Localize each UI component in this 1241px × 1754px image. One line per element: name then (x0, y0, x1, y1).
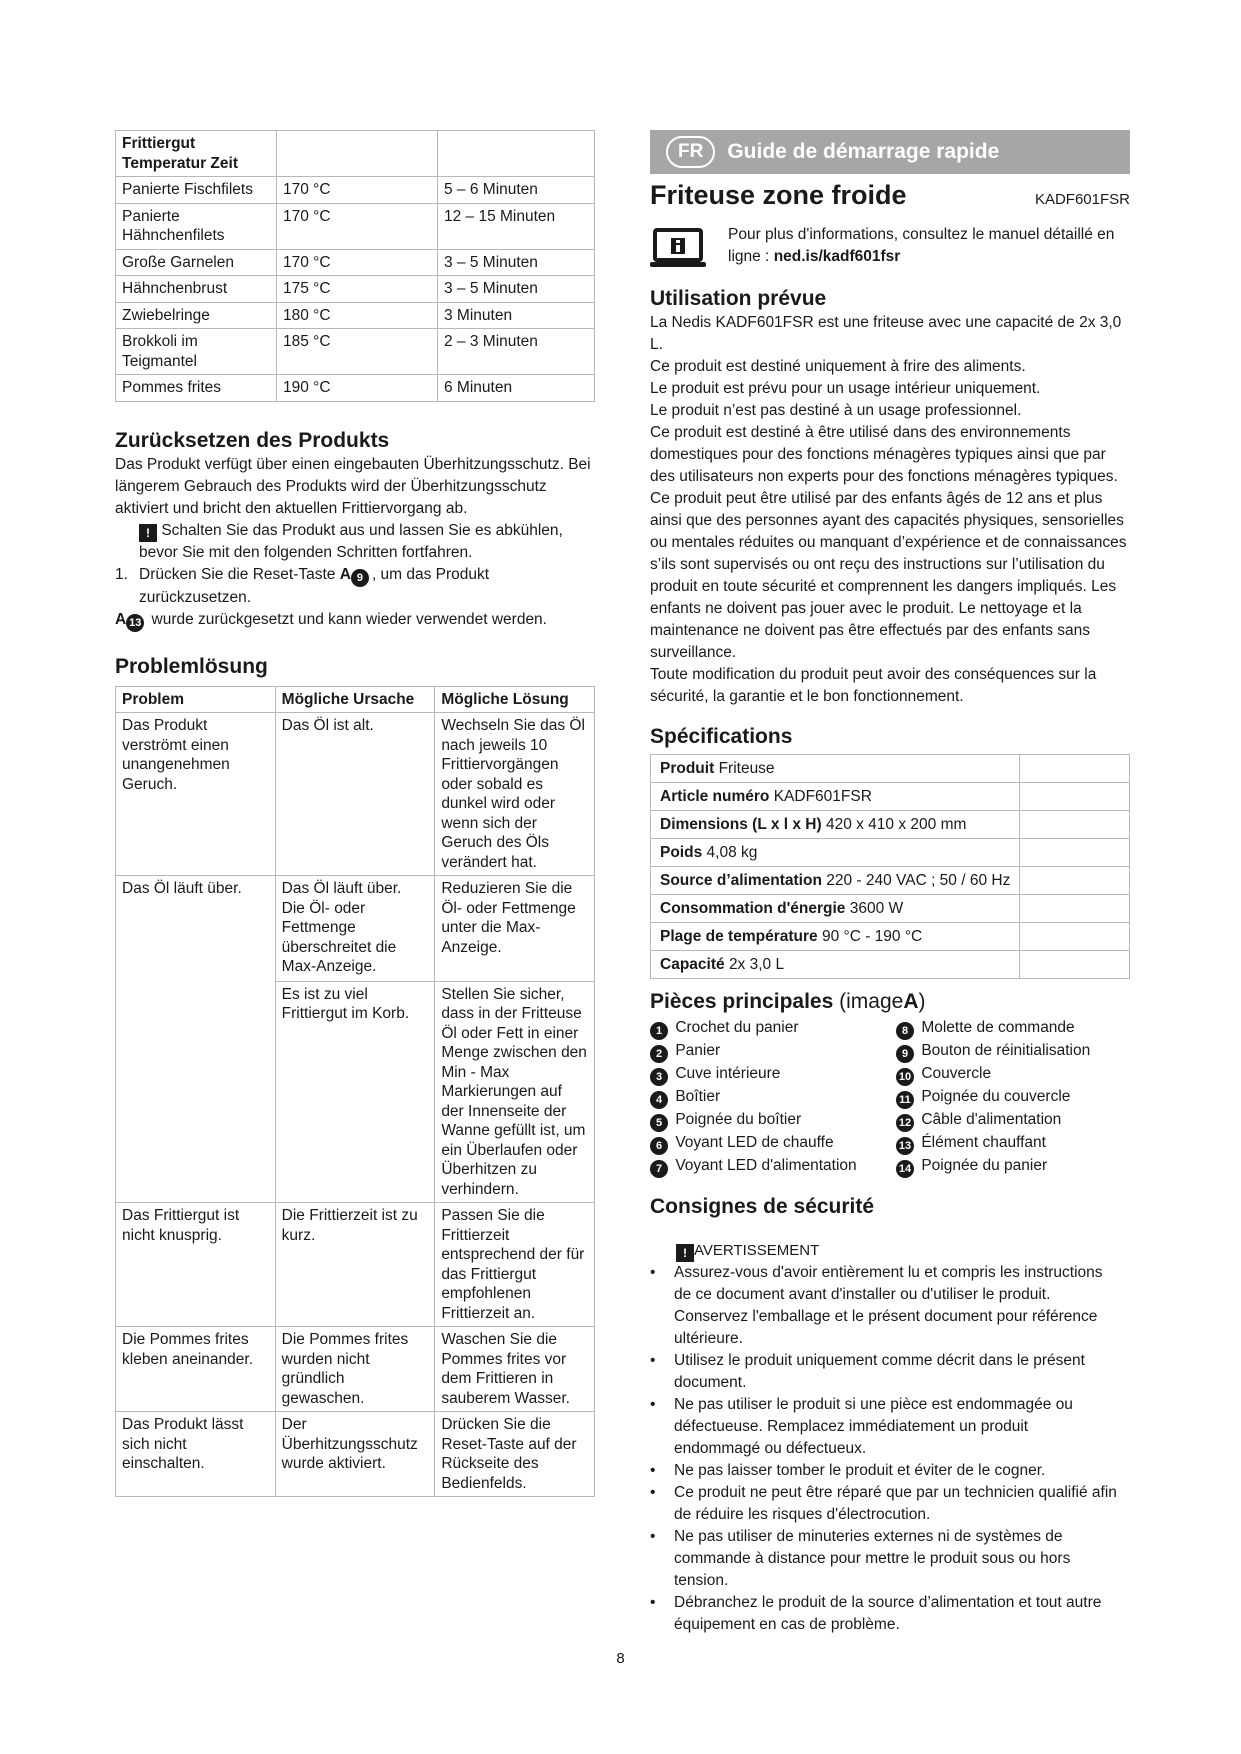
warning-icon: ! (139, 524, 157, 542)
header-cell: Problem (116, 686, 276, 713)
time-cell: 6 Minuten (438, 375, 595, 402)
problem-cell: Das Frittiergut ist nicht knusprig. (116, 1203, 276, 1327)
page-number: 8 (616, 1650, 625, 1667)
table-row (116, 1203, 595, 1327)
parts-column-1 (650, 1017, 896, 1178)
cause-cell: Die Pommes frites wurden nicht gründlich gewaschen. (275, 1327, 435, 1412)
cooking-header-cell (438, 131, 595, 177)
cause-cell: Das Öl läuft über. Die Öl- oder Fettmenge überschreitet die Max-Anzeige. (275, 876, 435, 982)
list-item: • Ne pas utiliser le produit si une pièce est endommagée ou défectueuse. Remplacez immédiatement un produit endommagé ou défectueux. (650, 1394, 1130, 1460)
reset-intro: Das Produkt verfügt über einen eingebauten Überhitzungsschutz. Bei längerem Gebrauch des Produkts wird der Überhitzungsschutz aktiviert und bricht den aktuellen Frittiervorgang ab. (115, 455, 591, 517)
food-cell: Zwiebelringe (116, 302, 277, 329)
list-item: 9 Bouton de réinitialisation (896, 1040, 1090, 1063)
intended-use-paragraph: Ce produit est destiné à être utilisé dans des environnements domestiques pour des fonctions ménagères typiques ainsi que par des utilisateurs non experts pour des fonctions ménagères typiques. (650, 424, 1118, 485)
warning-icon: ! (676, 1244, 694, 1262)
food-cell: Panierte Hähnchenfilets (116, 203, 277, 249)
laptop-info-icon (650, 228, 706, 268)
table-row (116, 276, 595, 303)
intended-use-heading: Utilisation prévue (650, 287, 827, 310)
problem-cell: Die Pommes frites kleben aneinander. (116, 1327, 276, 1412)
table-row (651, 923, 1130, 951)
list-item: • Ne pas utiliser de minuteries externes ni de systèmes de commande à distance pour mettre le produit sous ou hors tension. (650, 1526, 1130, 1592)
list-item: 11 Poignée du couvercle (896, 1086, 1090, 1109)
spec-cell: Plage de température 90 °C - 190 °C (651, 923, 1020, 951)
manual-link[interactable]: ned.is/kadf601fsr (773, 248, 901, 265)
cause-cell: Der Überhitzungsschutz wurde aktiviert. (275, 1412, 435, 1497)
specs-table (650, 754, 1130, 979)
list-item: • Ne pas laisser tomber le produit et éviter de le cogner. (650, 1460, 1130, 1482)
food-cell: Panierte Fischfilets (116, 177, 277, 204)
table-row (651, 839, 1130, 867)
list-item: 12 Câble d'alimentation (896, 1109, 1090, 1132)
time-cell: 5 – 6 Minuten (438, 177, 595, 204)
temp-cell: 180 °C (277, 302, 438, 329)
parts-section (650, 989, 1130, 1178)
spec-cell: Consommation d'énergie 3600 W (651, 895, 1020, 923)
intended-use-paragraph: Ce produit est destiné uniquement à frire des aliments. (650, 358, 1026, 375)
temp-cell: 170 °C (277, 177, 438, 204)
list-item: 10 Couvercle (896, 1063, 1090, 1086)
banner-title: Guide de démarrage rapide (727, 140, 1000, 163)
table-row (116, 177, 595, 204)
reset-section (115, 428, 595, 632)
solution-cell: Drücken Sie die Reset-Taste auf der Rückseite des Bedienfelds. (435, 1412, 595, 1497)
list-item: 6 Voyant LED de chauffe (650, 1132, 896, 1155)
model-number: KADF601FSR (1034, 191, 1130, 208)
cooking-header-cell: Frittiergut Temperatur Zeit (116, 131, 277, 177)
intended-use-paragraph: Ce produit peut être utilisé par des enfants âgés de 12 ans et plus ainsi que des personnes ayant des capacités physiques, sensorielles ou mentales réduites ou manquant d’expérience et de connaissances s’ils sont supervisés ou ont reçu des instructions sur l’utilisation du produit en toute sécurité et comprennent les dangers impliqués. Les enfants ne doivent pas jouer avec le produit. Le nettoyage et la maintenance ne doivent pas être effectués par des enfants sans surveillance. (650, 490, 1127, 661)
list-item: 14 Poignée du panier (896, 1155, 1090, 1178)
list-item: 2 Panier (650, 1040, 896, 1063)
table-row (116, 1327, 595, 1412)
temp-cell: 175 °C (277, 276, 438, 303)
intended-use-paragraph: Le produit est prévu pour un usage intérieur uniquement. (650, 380, 1041, 397)
step-text: Drücken Sie die Reset-Taste A 9 , um das Produkt zurückzusetzen. (139, 565, 490, 606)
safety-heading: Consignes de sécurité (650, 1195, 875, 1218)
solution-cell: Reduzieren Sie die Öl- oder Fettmenge unter die Max-Anzeige. (435, 876, 595, 982)
list-item: 4 Boîtier (650, 1086, 896, 1109)
cause-cell: Das Öl ist alt. (275, 713, 435, 876)
right-column (650, 130, 1130, 1636)
problem-cell: Das Produkt lässt sich nicht einschalten. (116, 1412, 276, 1497)
cause-cell: Es ist zu viel Frittiergut im Korb. (275, 981, 435, 1203)
food-cell: Hähnchenbrust (116, 276, 277, 303)
cooking-header-cell (277, 131, 438, 177)
problem-cell: Das Produkt verströmt einen unangenehmen Geruch. (116, 713, 276, 876)
troubleshooting-section (115, 654, 595, 1498)
troubleshooting-table (115, 686, 595, 1498)
reset-step (115, 564, 595, 609)
food-cell: Pommes frites (116, 375, 277, 402)
list-item: 7 Voyant LED d'alimentation (650, 1155, 896, 1178)
list-item: 3 Cuve intérieure (650, 1063, 896, 1086)
list-item: 8 Molette de commande (896, 1017, 1090, 1040)
specs-section (650, 724, 1130, 979)
parts-list (650, 1017, 1130, 1178)
table-row (651, 867, 1130, 895)
temp-cell: 190 °C (277, 375, 438, 402)
troubleshooting-header (116, 686, 595, 713)
table-row (116, 302, 595, 329)
info-text: Pour plus d'informations, consultez le manuel détaillé en ligne : ned.is/kadf601fsr (728, 226, 1115, 265)
solution-cell: Passen Sie die Frittierzeit entsprechend der für das Frittiergut empfohlenen Frittierzeit an. (435, 1203, 595, 1327)
intended-use-paragraph: Toute modification du produit peut avoir des conséquences sur la sécurité, la garantie et le bon fonctionnement. (650, 666, 1097, 705)
time-cell: 12 – 15 Minuten (438, 203, 595, 249)
intended-use-paragraph: Le produit n’est pas destiné à un usage professionnel. (650, 402, 1022, 419)
spec-cell: Dimensions (L x l x H) 420 x 410 x 200 mm (651, 811, 1020, 839)
temp-cell: 170 °C (277, 249, 438, 276)
time-cell: 3 – 5 Minuten (438, 249, 595, 276)
table-row (116, 203, 595, 249)
cooking-table-header (116, 131, 595, 177)
reset-result: A 13 wurde zurückgesetzt und kann wieder verwendet werden. (115, 609, 595, 632)
spec-cell: Capacité 2x 3,0 L (651, 951, 1020, 979)
heating-element-ref-icon: 13 (126, 614, 144, 632)
list-item: 13 Élément chauffant (896, 1132, 1090, 1155)
table-row (651, 783, 1130, 811)
list-item: • Assurez-vous d'avoir entièrement lu et compris les instructions de ce document avant d'installer ou d'utiliser le produit. Conservez l'emballage et le présent document pour référence ultérieure. (650, 1262, 1130, 1350)
cooking-table (115, 130, 595, 402)
troubleshooting-heading: Problemlösung (115, 654, 268, 678)
cause-cell: Die Frittierzeit ist zu kurz. (275, 1203, 435, 1327)
product-title: Friteuse zone froide (650, 180, 907, 210)
safety-list (650, 1262, 1130, 1636)
table-row (651, 895, 1130, 923)
list-item: 5 Poignée du boîtier (650, 1109, 896, 1132)
title-row (650, 178, 1130, 212)
solution-cell: Stellen Sie sicher, dass in der Fritteuse Öl oder Fett in einer Menge zwischen den Min - Max Markierungen auf der Innenseite der Wanne gefüllt ist, um ein Überlaufen oder Überhitzen zu verhindern. (435, 981, 595, 1203)
table-row (116, 713, 595, 876)
spec-cell: Article numéro KADF601FSR (651, 783, 1020, 811)
food-cell: Große Garnelen (116, 249, 277, 276)
spec-cell: Source d’alimentation 220 - 240 VAC ; 50 / 60 Hz (651, 867, 1020, 895)
table-row (116, 876, 595, 982)
intended-use-paragraph: La Nedis KADF601FSR est une friteuse avec une capacité de 2x 3,0 L. (650, 314, 1122, 353)
list-item: 1 Crochet du panier (650, 1017, 896, 1040)
language-badge: FR (666, 136, 715, 168)
table-row (116, 329, 595, 375)
temp-cell: 185 °C (277, 329, 438, 375)
problem-cell: Das Öl läuft über. (116, 876, 276, 1203)
time-cell: 3 – 5 Minuten (438, 276, 595, 303)
solution-cell: Waschen Sie die Pommes frites vor dem Frittieren in sauberem Wasser. (435, 1327, 595, 1412)
list-item: • Ce produit ne peut être réparé que par un technicien qualifié afin de réduire les risques d'électrocution. (650, 1482, 1130, 1526)
safety-warning: ! AVERTISSEMENT (650, 1240, 1130, 1262)
table-row (116, 375, 595, 402)
temp-cell: 170 °C (277, 203, 438, 249)
table-row (651, 811, 1130, 839)
list-item: • Débranchez le produit de la source d’alimentation et tout autre équipement en cas de problème. (650, 1592, 1130, 1636)
safety-section (650, 1194, 1130, 1636)
food-cell: Brokkoli im Teigmantel (116, 329, 277, 375)
header-cell: Mögliche Lösung (435, 686, 595, 713)
parts-column-2 (896, 1017, 1090, 1178)
solution-cell: Wechseln Sie das Öl nach jeweils 10 Frittiervorgängen oder sobald es dunkel wird oder wenn sich der Geruch des Öls verändert hat. (435, 713, 595, 876)
intended-use-section (650, 286, 1130, 708)
reset-button-ref-icon: 9 (351, 569, 369, 587)
guide-banner (650, 130, 1130, 174)
table-row (116, 249, 595, 276)
spec-cell: Poids 4,08 kg (651, 839, 1020, 867)
list-item: • Utilisez le produit uniquement comme décrit dans le présent document. (650, 1350, 1130, 1394)
spec-cell: Produit Friteuse (651, 755, 1020, 783)
table-row (651, 951, 1130, 979)
parts-heading: Pièces principales (imageA) (650, 990, 926, 1013)
table-row (651, 755, 1130, 783)
table-row (116, 1412, 595, 1497)
left-column (115, 130, 595, 1497)
reset-warning-text: Schalten Sie das Produkt aus und lassen Sie es abkühlen, bevor Sie mit den folgenden Schritten fortfahren. (139, 521, 563, 561)
time-cell: 3 Minuten (438, 302, 595, 329)
header-cell: Mögliche Ursache (275, 686, 435, 713)
reset-heading: Zurücksetzen des Produkts (115, 428, 390, 452)
step-number: 1. (115, 565, 128, 583)
reset-warning (115, 520, 595, 564)
info-row (650, 224, 1130, 268)
specs-heading: Spécifications (650, 725, 793, 748)
time-cell: 2 – 3 Minuten (438, 329, 595, 375)
